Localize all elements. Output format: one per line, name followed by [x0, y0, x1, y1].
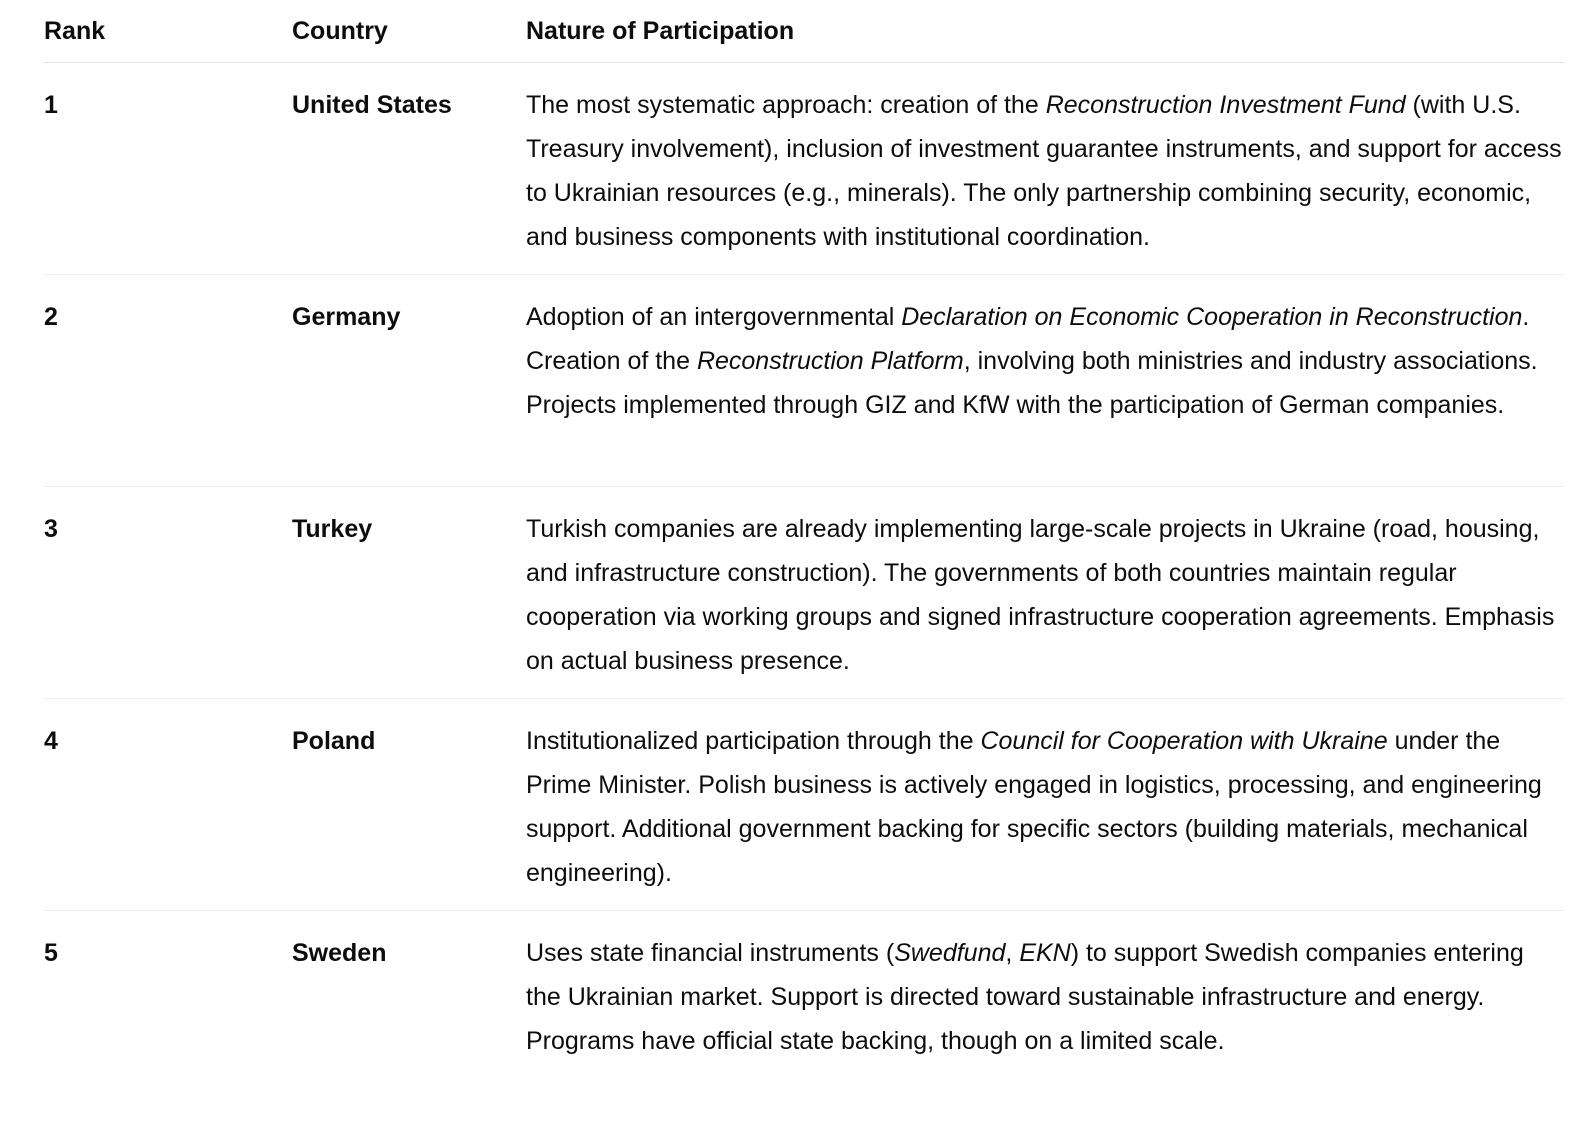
nature-text [526, 931, 1564, 1063]
table-row [44, 487, 1564, 699]
table-row [44, 699, 1564, 911]
nature-text-run: , [1005, 939, 1020, 967]
nature-text-run: . Creation of the [526, 303, 1530, 375]
nature-text-run: The most systematic approach: creation of the [526, 91, 1046, 119]
header-row [44, 0, 1564, 63]
nature-text [526, 719, 1564, 895]
nature-text-italic: EKN [1019, 939, 1071, 967]
rank-cell: 1 [44, 63, 292, 275]
participation-table [44, 0, 1564, 1123]
nature-text-run: Adoption of an intergovernmental [526, 303, 902, 331]
nature-text [526, 295, 1564, 427]
nature-text-italic: Reconstruction Platform [696, 347, 964, 375]
header-rank: Rank [44, 0, 292, 63]
nature-text-run: Turkish companies are already implementing large-scale projects in Ukraine (road, housing, and infrastructure construction). The governments of both countries maintain regular cooperation via working groups and signed infrastructure cooperation agreements. Emphasis on actual business presence. [526, 515, 1555, 675]
rank-cell: 2 [44, 275, 292, 487]
nature-text [526, 507, 1564, 683]
country-cell: Poland [292, 699, 526, 911]
nature-cell [526, 275, 1564, 487]
rank-cell: 3 [44, 487, 292, 699]
nature-text-italic: Declaration on Economic Cooperation in Reconstruction [901, 303, 1523, 331]
header-nature: Nature of Participation [526, 0, 1564, 63]
table-row [44, 275, 1564, 487]
nature-text-italic: Council for Cooperation with Ukraine [980, 727, 1388, 755]
table-row [44, 63, 1564, 275]
nature-cell [526, 699, 1564, 911]
nature-cell [526, 911, 1564, 1123]
header-country: Country [292, 0, 526, 63]
rank-cell: 4 [44, 699, 292, 911]
nature-text-italic: Swedfund [894, 939, 1006, 967]
nature-text-run: (with U.S. Treasury involvement), inclusion of investment guarantee instruments, and support for access to Ukrainian resources (e.g., minerals). The only partnership combining security, economic, and business components with institutional coordination. [526, 91, 1562, 251]
nature-text-run: ) to support Swedish companies entering the Ukrainian market. Support is directed toward sustainable infrastructure and energy. Programs have official state backing, though on a limited scale. [526, 939, 1524, 1055]
nature-text-run: Institutionalized participation through the [526, 727, 981, 755]
nature-cell [526, 487, 1564, 699]
nature-text-run: Uses state financial instruments ( [526, 939, 895, 967]
nature-cell [526, 63, 1564, 275]
nature-text-run: under the Prime Minister. Polish business is actively engaged in logistics, processing, and engineering support. Additional government backing for specific sectors (building materials, mechanical engineering). [526, 727, 1542, 887]
country-cell: Sweden [292, 939, 387, 967]
country-cell: Germany [292, 275, 526, 487]
table-row [44, 911, 1564, 1123]
nature-text [526, 83, 1564, 259]
nature-text-run: , involving both ministries and industry associations. Projects implemented through GIZ and KfW with the participation of German companies. [526, 347, 1538, 419]
rank-cell: 5 [44, 939, 58, 967]
country-cell: United States [292, 63, 526, 275]
nature-text-italic: Reconstruction Investment Fund [1045, 91, 1406, 119]
country-cell: Turkey [292, 487, 526, 699]
